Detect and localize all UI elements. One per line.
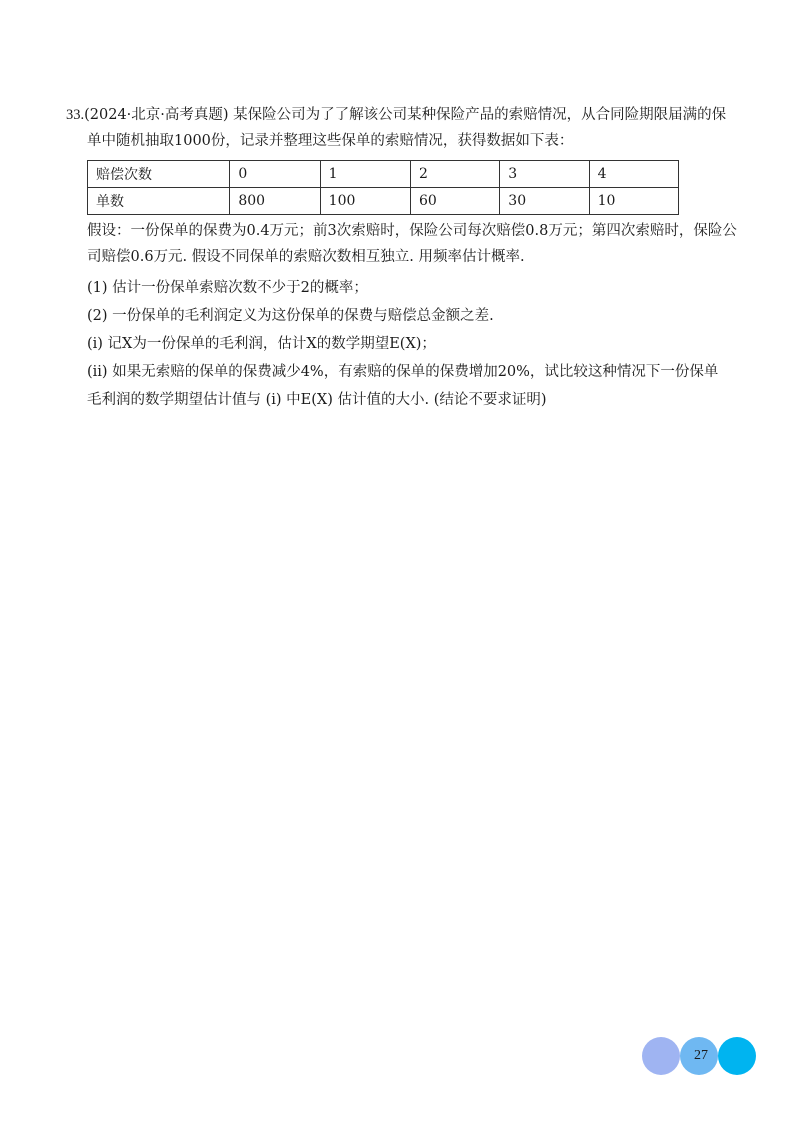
page-number-badge bbox=[642, 1037, 758, 1075]
table-cell: 2 bbox=[410, 161, 499, 188]
question-1: (1) 估计一份保单索赔次数不少于2的概率； bbox=[87, 280, 368, 296]
table-cell: 4 bbox=[589, 161, 678, 188]
assumption-line-2: 司赔偿0.6万元. 假设不同保单的索赔次数相互独立. 用频率估计概率. bbox=[87, 249, 525, 265]
problem-statement bbox=[66, 102, 746, 154]
table-cell: 3 bbox=[500, 161, 589, 188]
question-2-ii-line-2: 毛利润的数学期望估计值与 (i) 中E(X) 估计值的大小. (结论不要求证明) bbox=[87, 392, 547, 408]
table-cell: 100 bbox=[320, 188, 410, 215]
table-header-label: 赔偿次数 bbox=[88, 161, 230, 188]
table-cell: 10 bbox=[589, 188, 678, 215]
page-number: 27 bbox=[694, 1048, 708, 1063]
assumption-line-1: 假设：一份保单的保费为0.4万元；前3次索赔时，保险公司每次赔偿0.8万元；第四次索赔时，保险公 bbox=[87, 223, 737, 239]
question-2-ii-line-1: (ⅱ) 如果无索赔的保单的保费减少4%，有索赔的保单的保费增加20%，试比较这种情况下一份保单 bbox=[87, 364, 719, 380]
question-2-i: (i) 记X为一份保单的毛利润，估计X的数学期望E(X)； bbox=[87, 336, 436, 352]
table-cell: 1 bbox=[320, 161, 410, 188]
problem-number: 33. bbox=[66, 107, 85, 123]
table-data-row bbox=[88, 188, 679, 215]
badge-circle-left bbox=[642, 1037, 680, 1075]
table-cell: 30 bbox=[500, 188, 589, 215]
problem-line-1 bbox=[66, 102, 746, 128]
table-cell: 60 bbox=[410, 188, 499, 215]
claims-table bbox=[87, 160, 679, 215]
table-header-row bbox=[88, 161, 679, 188]
table-cell: 800 bbox=[230, 188, 320, 215]
badge-circle-right bbox=[718, 1037, 756, 1075]
question-2: (2) 一份保单的毛利润定义为这份保单的保费与赔偿总金额之差. bbox=[87, 308, 494, 324]
table-row-label: 单数 bbox=[88, 188, 230, 215]
problem-text-1: (2024·北京·高考真题) 某保险公司为了了解该公司某种保险产品的索赔情况，从合同险期限届满的保 bbox=[84, 107, 727, 123]
problem-line-2: 单中随机抽取1000份，记录并整理这些保单的索赔情况，获得数据如下表： bbox=[87, 133, 574, 149]
table-cell: 0 bbox=[230, 161, 320, 188]
